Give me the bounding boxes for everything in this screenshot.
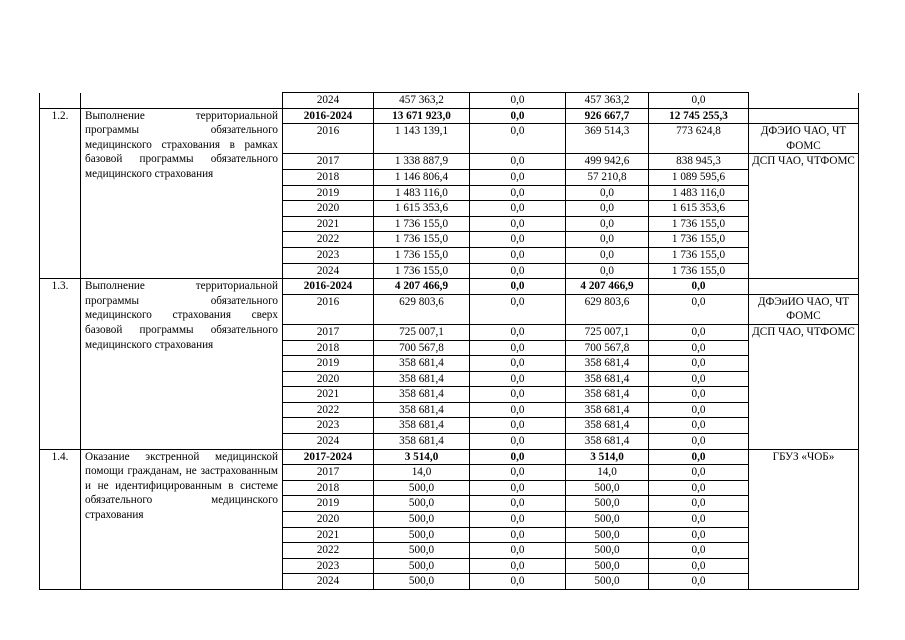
fed-cell: 0,0 [470,263,566,279]
year-cell: 2021 [283,527,374,543]
total-cell: 500,0 [374,543,470,559]
okrug-cell: 358 681,4 [566,418,649,434]
other-cell: 1 736 155,0 [649,232,749,248]
total-cell: 1 736 155,0 [374,232,470,248]
other-cell: 0,0 [649,434,749,450]
year-cell: 2016 [283,124,374,154]
year-cell: 2016 [283,294,374,324]
responsible-2016: ДФЭИО ЧАО, ЧТ ФОМС [749,124,859,154]
okrug-cell: 0,0 [566,263,649,279]
amount-federal: 0,0 [470,108,566,124]
fed-cell: 0,0 [470,185,566,201]
total-cell: 500,0 [374,574,470,590]
fed-cell: 0,0 [470,356,566,372]
total-cell: 358 681,4 [374,356,470,372]
amount-total: 4 207 466,9 [374,279,470,295]
responsible-2016: ДФЭиИО ЧАО, ЧТ ФОМС [749,294,859,324]
year-cell: 2019 [283,496,374,512]
okrug-cell: 14,0 [566,465,649,481]
fed-cell: 0,0 [470,371,566,387]
year-cell: 2023 [283,247,374,263]
okrug-cell: 499 942,6 [566,154,649,170]
okrug-cell: 0,0 [566,232,649,248]
section-1-4-total-row [40,449,859,465]
total-cell: 358 681,4 [374,418,470,434]
fed-cell: 0,0 [470,247,566,263]
other-cell: 1 089 595,6 [649,169,749,185]
fed-cell: 0,0 [470,418,566,434]
other-cell: 1 736 155,0 [649,216,749,232]
total-cell: 500,0 [374,496,470,512]
section-number: 1.4. [40,449,81,589]
other-cell: 0,0 [649,371,749,387]
section-1-2-total-row [40,108,859,124]
total-cell: 358 681,4 [374,402,470,418]
okrug-cell: 358 681,4 [566,371,649,387]
cont-resp [749,93,859,109]
fed-cell: 0,0 [470,512,566,528]
amount-okrug: 926 667,7 [566,108,649,124]
fed-cell: 0,0 [470,574,566,590]
okrug-cell: 500,0 [566,574,649,590]
okrug-cell: 0,0 [566,247,649,263]
year-cell: 2023 [283,558,374,574]
fed-cell: 0,0 [470,402,566,418]
period-total: 2016-2024 [283,279,374,295]
okrug-cell: 500,0 [566,527,649,543]
year-cell: 2019 [283,356,374,372]
total-cell: 1 143 139,1 [374,124,470,154]
year-cell: 2017 [283,465,374,481]
amount-total: 13 671 923,0 [374,108,470,124]
year-cell: 2022 [283,402,374,418]
fed-cell: 0,0 [470,558,566,574]
responsible-all: ГБУЗ «ЧОБ» [749,449,859,589]
fed-cell: 0,0 [470,496,566,512]
okrug-cell: 358 681,4 [566,387,649,403]
section-description: Оказание экстренной медицинской помощи гражданам, не застрахованным и не идентифицированным в системе обязательного медицинского страхования [81,449,283,589]
responsible-cell [749,279,859,295]
other-cell: 1 615 353,6 [649,201,749,217]
okrug-cell: 369 514,3 [566,124,649,154]
other-cell: 0,0 [649,324,749,340]
year-cell: 2018 [283,480,374,496]
year-cell: 2017 [283,154,374,170]
other-cell: 0,0 [649,387,749,403]
okrug-cell: 500,0 [566,543,649,559]
total-cell: 358 681,4 [374,434,470,450]
other-cell: 0,0 [649,340,749,356]
other-cell: 838 945,3 [649,154,749,170]
amount-total: 3 514,0 [374,449,470,465]
total-cell: 1 338 887,9 [374,154,470,170]
other-cell: 0,0 [649,465,749,481]
other-cell: 0,0 [649,527,749,543]
okrug-cell: 0,0 [566,201,649,217]
fed-cell: 0,0 [470,294,566,324]
fed-cell: 0,0 [470,324,566,340]
other-cell: 0,0 [649,558,749,574]
year-cell: 2022 [283,232,374,248]
other-cell: 0,0 [649,543,749,559]
okrug-cell: 629 803,6 [566,294,649,324]
section-description: Выполнение территориальной программы обязательного медицинского страхования в рамках базовой программы обязательного медицинского страхования [81,108,283,279]
other-cell: 1 483 116,0 [649,185,749,201]
fed-cell: 0,0 [470,232,566,248]
fed-cell: 0,0 [470,154,566,170]
section-number: 1.3. [40,279,81,450]
cont-okrug: 457 363,2 [566,93,649,109]
year-cell: 2021 [283,387,374,403]
year-cell: 2024 [283,434,374,450]
okrug-cell: 0,0 [566,185,649,201]
okrug-cell: 57 210,8 [566,169,649,185]
cont-fed: 0,0 [470,93,566,109]
year-cell: 2024 [283,574,374,590]
responsible-2017-2024: ДСП ЧАО, ЧТФОМС [749,154,859,279]
year-cell: 2023 [283,418,374,434]
other-cell: 773 624,8 [649,124,749,154]
fed-cell: 0,0 [470,527,566,543]
cont-num-cell [40,93,81,109]
fed-cell: 0,0 [470,465,566,481]
other-cell: 0,0 [649,356,749,372]
total-cell: 500,0 [374,558,470,574]
other-cell: 0,0 [649,496,749,512]
total-cell: 629 803,6 [374,294,470,324]
amount-okrug: 3 514,0 [566,449,649,465]
section-description: Выполнение территориальной программы обязательного медицинского страхования сверх базовой программы обязательного медицинского страхования [81,279,283,450]
total-cell: 500,0 [374,480,470,496]
responsible-cell [749,108,859,124]
total-cell: 1 146 806,4 [374,169,470,185]
cont-desc-cell [81,93,283,109]
total-cell: 1 483 116,0 [374,185,470,201]
year-cell: 2018 [283,169,374,185]
fed-cell: 0,0 [470,216,566,232]
okrug-cell: 358 681,4 [566,356,649,372]
okrug-cell: 0,0 [566,216,649,232]
total-cell: 358 681,4 [374,371,470,387]
total-cell: 700 567,8 [374,340,470,356]
other-cell: 0,0 [649,294,749,324]
total-cell: 1 736 155,0 [374,216,470,232]
other-cell: 0,0 [649,480,749,496]
total-cell: 725 007,1 [374,324,470,340]
responsible-2017-2024: ДСП ЧАО, ЧТФОМС [749,324,859,449]
period-total: 2016-2024 [283,108,374,124]
year-cell: 2017 [283,324,374,340]
year-cell: 2018 [283,340,374,356]
fed-cell: 0,0 [470,387,566,403]
total-cell: 1 736 155,0 [374,247,470,263]
section-number: 1.2. [40,108,81,279]
amount-federal: 0,0 [470,449,566,465]
year-cell: 2019 [283,185,374,201]
total-cell: 14,0 [374,465,470,481]
total-cell: 500,0 [374,527,470,543]
period-total: 2017-2024 [283,449,374,465]
year-cell: 2020 [283,201,374,217]
cont-other: 0,0 [649,93,749,109]
year-cell: 2020 [283,512,374,528]
cont-total: 457 363,2 [374,93,470,109]
total-cell: 358 681,4 [374,387,470,403]
amount-other: 12 745 255,3 [649,108,749,124]
other-cell: 1 736 155,0 [649,247,749,263]
total-cell: 1 615 353,6 [374,201,470,217]
okrug-cell: 358 681,4 [566,434,649,450]
fed-cell: 0,0 [470,480,566,496]
okrug-cell: 700 567,8 [566,340,649,356]
amount-other: 0,0 [649,449,749,465]
fed-cell: 0,0 [470,543,566,559]
other-cell: 0,0 [649,574,749,590]
section-1-3-total-row [40,279,859,295]
amount-okrug: 4 207 466,9 [566,279,649,295]
okrug-cell: 500,0 [566,558,649,574]
total-cell: 1 736 155,0 [374,263,470,279]
fed-cell: 0,0 [470,201,566,217]
other-cell: 0,0 [649,512,749,528]
amount-federal: 0,0 [470,279,566,295]
fed-cell: 0,0 [470,340,566,356]
program-funding-table [39,92,859,590]
fed-cell: 0,0 [470,434,566,450]
year-cell: 2021 [283,216,374,232]
cont-year: 2024 [283,93,374,109]
okrug-cell: 500,0 [566,496,649,512]
other-cell: 0,0 [649,402,749,418]
other-cell: 1 736 155,0 [649,263,749,279]
year-cell: 2022 [283,543,374,559]
amount-other: 0,0 [649,279,749,295]
other-cell: 0,0 [649,418,749,434]
okrug-cell: 500,0 [566,512,649,528]
year-cell: 2020 [283,371,374,387]
year-cell: 2024 [283,263,374,279]
continuation-row [40,93,859,109]
total-cell: 500,0 [374,512,470,528]
okrug-cell: 358 681,4 [566,402,649,418]
okrug-cell: 725 007,1 [566,324,649,340]
fed-cell: 0,0 [470,169,566,185]
fed-cell: 0,0 [470,124,566,154]
okrug-cell: 500,0 [566,480,649,496]
